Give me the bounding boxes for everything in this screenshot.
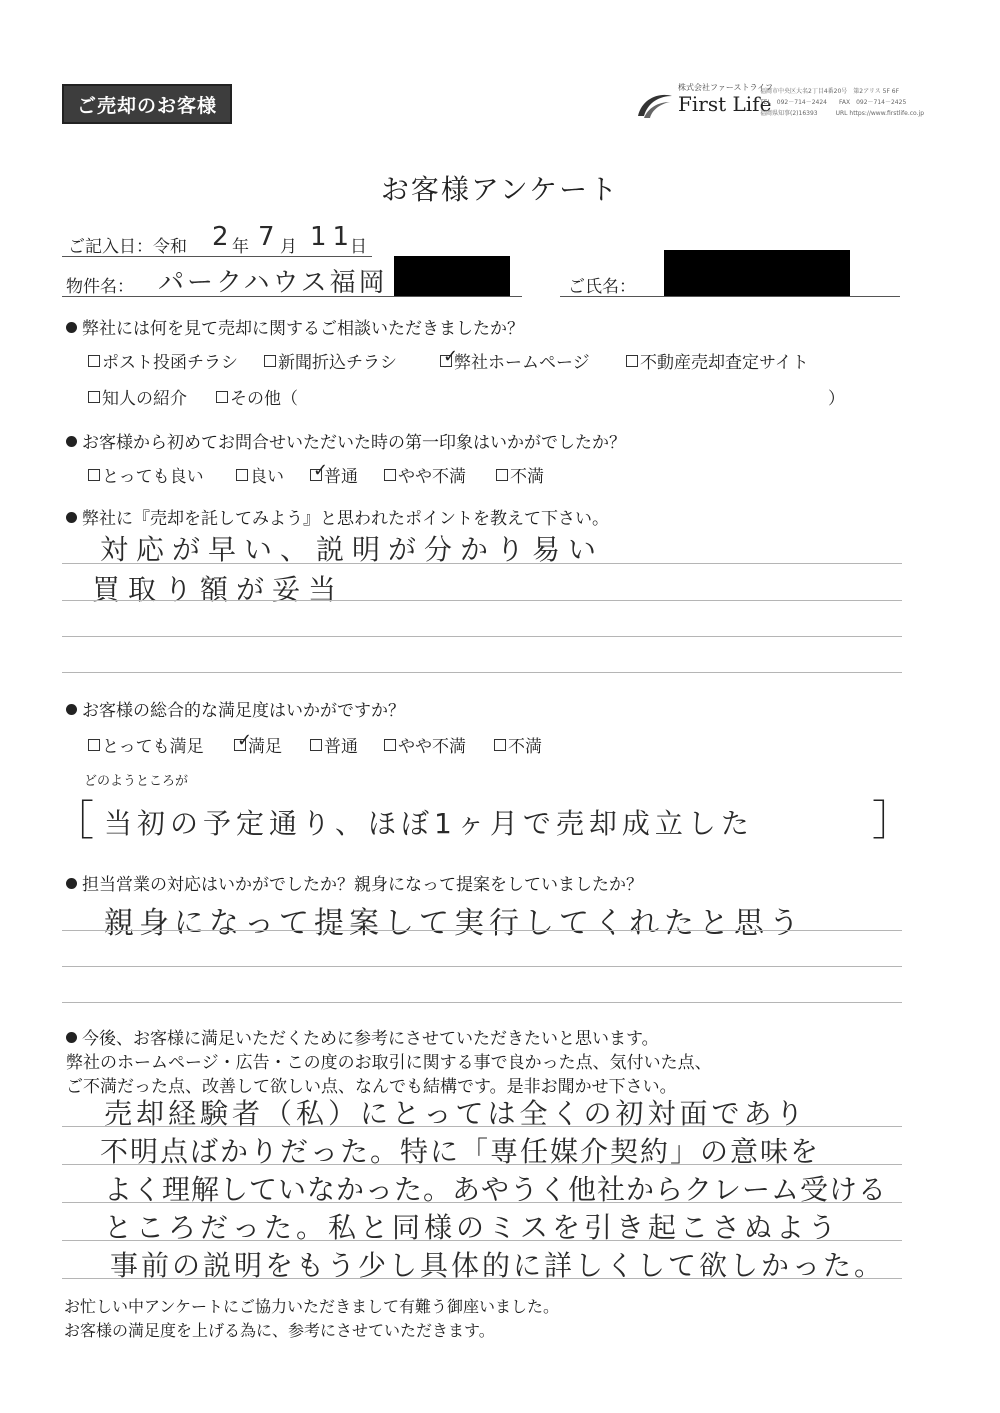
property-value[interactable]: パークハウス福岡 — [158, 268, 388, 298]
ruled-line — [62, 1240, 902, 1241]
ruled-line — [62, 563, 902, 564]
footer-line: お忙しい中アンケートにご協力いただきまして有難う御座いました。 — [64, 1297, 560, 1316]
q3-question — [66, 504, 609, 529]
date-underline — [62, 256, 372, 257]
checkbox-icon[interactable] — [440, 345, 459, 367]
address-line: 福岡市中央区大名2丁目4番20号 第2アリス 5F 6F — [760, 88, 900, 95]
bullet-icon — [66, 436, 77, 447]
q6-answer-line[interactable]: 売却経験者（私）にとっては全くの初対面であり — [104, 1097, 808, 1130]
q4-option-very-satisfied[interactable] — [88, 732, 204, 757]
q6-question-line: ご不満だった点、改善して欲しい点、なんでも結構です。是非お聞かせ下さい。 — [66, 1077, 677, 1097]
q5-question — [66, 870, 643, 895]
q4-sub-label: どのようところが — [84, 774, 189, 789]
bullet-icon — [66, 512, 77, 523]
option-label: 不満 — [508, 737, 542, 757]
q6-answer-line[interactable]: よく理解していなかった。あやうく他社からクレーム受ける — [104, 1173, 888, 1206]
q2-question — [66, 428, 626, 453]
name-underline — [560, 296, 900, 297]
checkbox-icon[interactable] — [496, 469, 508, 481]
q2-option-very-good[interactable] — [88, 462, 204, 487]
q4-question-text: お客様の総合的な満足度はいかがですか？ — [82, 701, 405, 721]
option-label: 良い — [250, 467, 284, 487]
ruled-line — [62, 636, 902, 637]
date-day-unit: 日 — [350, 237, 367, 257]
bullet-icon — [66, 878, 77, 889]
footer-line: お客様の満足度を上げる為に、参考にさせていただきます。 — [64, 1321, 495, 1340]
checkbox-icon[interactable] — [384, 739, 396, 751]
option-label: 普通 — [324, 467, 358, 487]
option-label: ポスト投函チラシ — [102, 353, 238, 373]
q3-answer-line[interactable]: 対応が早い、説明が分かり易い — [100, 533, 605, 566]
checkbox-icon[interactable] — [216, 391, 228, 403]
q3-answer-line[interactable]: 買取り額が妥当 — [92, 573, 345, 606]
q6-question-line: 弊社のホームページ・広告・この度のお取引に関する事で良かった点、気付いた点、 — [66, 1053, 712, 1073]
page-title: お客様アンケート — [380, 173, 620, 206]
q6-answer-line[interactable]: 不明点ばかりだった。特に「専任媒介契約」の意味を — [100, 1135, 821, 1168]
q5-question-text: 担当営業の対応はいかがでしたか？親身になって提案をしていましたか？ — [82, 875, 643, 895]
ruled-line — [62, 1002, 902, 1003]
q2-option-normal[interactable] — [310, 459, 358, 487]
q1-option-newspaper-flyer[interactable] — [264, 348, 397, 373]
redacted-customer-name — [664, 250, 850, 296]
q3-question-text: 弊社に『売却を託してみよう』と思われたポイントを教えて下さい。 — [82, 509, 609, 529]
bullet-icon — [66, 1032, 77, 1043]
option-label: 普通 — [324, 737, 358, 757]
q1-question-text: 弊社には何を見て売却に関するご相談いただきましたか？ — [82, 319, 524, 339]
q1-option-posting-flyer[interactable] — [88, 348, 238, 373]
checkbox-icon[interactable] — [234, 729, 253, 751]
q6-answer-line[interactable]: ところだった。私と同様のミスを引き起こさぬよう — [104, 1211, 841, 1244]
q4-answer[interactable]: 当初の予定通り、ほぼ1ヶ月で売却成立した — [104, 807, 754, 840]
date-year-unit: 年 — [232, 237, 249, 257]
company-name: 株式会社ファーストライフ — [678, 83, 773, 92]
ruled-line — [62, 672, 902, 673]
q2-option-good[interactable] — [236, 462, 284, 487]
checkbox-icon[interactable] — [494, 739, 506, 751]
swoosh-logo-icon — [634, 90, 674, 122]
checkbox-icon[interactable] — [88, 391, 100, 403]
ruled-line — [62, 1126, 902, 1127]
checkbox-icon[interactable] — [88, 469, 100, 481]
checkmark-icon: ✓ — [237, 729, 253, 751]
option-label: やや不満 — [398, 467, 466, 487]
q6-question-line — [66, 1024, 659, 1049]
q4-option-slightly-unsatisfied[interactable] — [384, 732, 466, 757]
option-label: 満足 — [248, 737, 282, 757]
brand-name: First Life — [678, 92, 772, 116]
checkbox-icon[interactable] — [310, 459, 329, 481]
checkbox-icon[interactable] — [264, 355, 276, 367]
q4-option-normal[interactable] — [310, 732, 358, 757]
q6-question-text: 今後、お客様に満足いただくために参考にさせていただきたいと思います。 — [82, 1029, 659, 1049]
date-month-value[interactable]: 7 — [258, 222, 281, 252]
q1-option-homepage[interactable] — [440, 345, 590, 373]
company-logo — [634, 82, 773, 126]
checkmark-icon: ✓ — [313, 459, 329, 481]
ruled-line — [62, 1164, 902, 1165]
option-label: 弊社ホームページ — [454, 353, 590, 373]
q2-option-slightly-unsatisfied[interactable] — [384, 462, 466, 487]
checkbox-icon[interactable] — [236, 469, 248, 481]
name-label: ご氏名： — [568, 277, 636, 297]
q2-question-text: お客様から初めてお問合せいただいた時の第一印象はいかがでしたか？ — [82, 433, 626, 453]
checkbox-icon[interactable] — [88, 739, 100, 751]
company-address — [760, 86, 960, 119]
checkbox-icon[interactable] — [384, 469, 396, 481]
ruled-line — [62, 1202, 902, 1203]
q2-option-unsatisfied[interactable] — [496, 462, 544, 487]
q4-option-unsatisfied[interactable] — [494, 732, 542, 757]
bullet-icon — [66, 322, 77, 333]
q1-other-close-paren: ） — [828, 389, 845, 409]
close-bracket: ］ — [872, 796, 915, 845]
option-label: 知人の紹介 — [102, 389, 187, 409]
option-label: やや不満 — [398, 737, 466, 757]
address-line: 福岡県知事(2)16393 URL https://www.firstlife.co.jp — [760, 110, 924, 117]
q1-question — [66, 314, 524, 339]
q1-option-referral[interactable] — [88, 384, 187, 409]
option-label: 不満 — [510, 467, 544, 487]
q1-option-other[interactable] — [216, 384, 298, 409]
checkbox-icon[interactable] — [310, 739, 322, 751]
date-label: ご記入日：令和 — [68, 237, 187, 257]
q4-question — [66, 696, 405, 721]
checkbox-icon[interactable] — [88, 355, 100, 367]
bullet-icon — [66, 704, 77, 715]
ruled-line — [62, 1278, 902, 1279]
option-label: 不動産売却査定サイト — [640, 353, 809, 373]
checkbox-icon[interactable] — [626, 355, 638, 367]
open-bracket: ［ — [52, 796, 95, 845]
property-label: 物件名： — [66, 277, 134, 297]
q4-option-satisfied[interactable] — [234, 729, 282, 757]
q6-answer-line[interactable]: 事前の説明をもう少し具体的に詳しくして欲しかった。 — [110, 1249, 886, 1282]
q5-answer[interactable]: 親身になって提案して実行してくれたと思う — [104, 906, 804, 941]
ruled-line — [62, 600, 902, 601]
q1-option-appraisal-site[interactable] — [626, 348, 809, 373]
date-month-unit: 月 — [280, 237, 297, 257]
option-label: 新聞折込チラシ — [278, 353, 397, 373]
ruled-line — [62, 966, 902, 967]
redacted-room-number — [394, 256, 510, 296]
checkmark-icon: ✓ — [443, 345, 459, 367]
property-underline — [62, 296, 522, 297]
date-year-value[interactable]: 2 — [212, 222, 235, 252]
option-label: その他（ — [230, 389, 298, 409]
customer-type-badge: ご売却のお客様 — [62, 84, 232, 124]
ruled-line — [62, 930, 902, 931]
option-label: とっても良い — [102, 467, 204, 487]
address-line: TEL 092－714－2424 FAX 092－714－2425 — [760, 99, 907, 106]
option-label: とっても満足 — [102, 737, 204, 757]
date-day-value[interactable]: 11 — [310, 222, 356, 252]
